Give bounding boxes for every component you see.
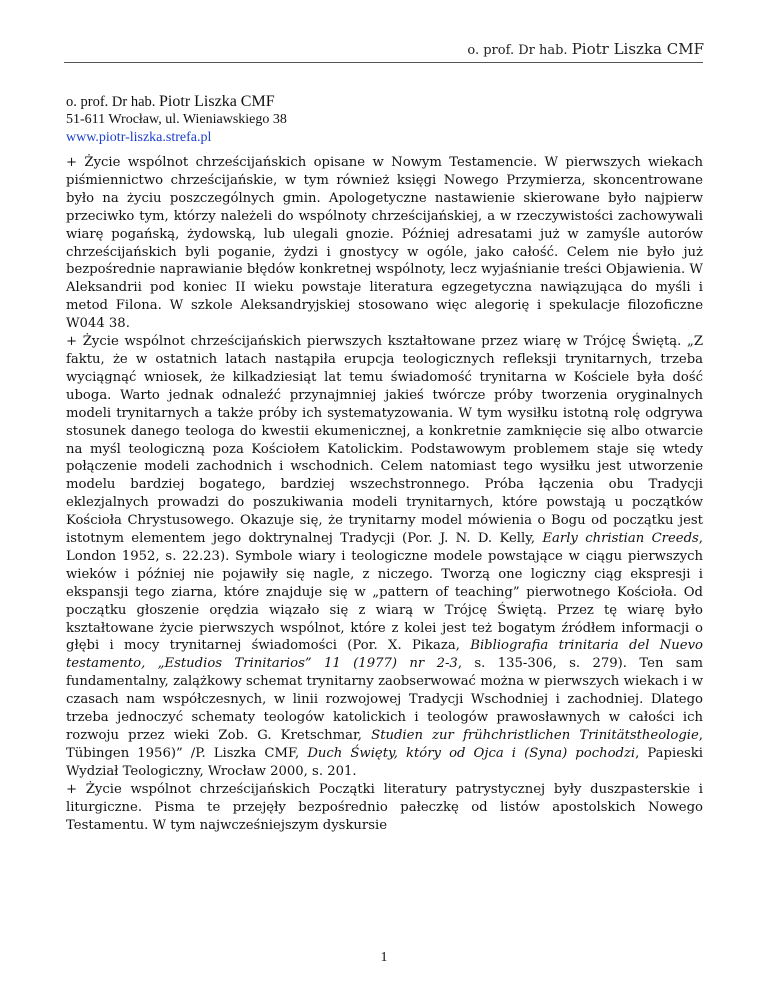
author-address: 51-611 Wrocław, ul. Wieniawskiego 38: [66, 112, 287, 127]
header-rule: [64, 62, 703, 63]
body-text: [66, 154, 703, 834]
text-run: , London 1952, s. 22.23). Symbole wiary i teologiczne modele powstające w ciągu pierwszych wieków i później nie pojawiły się nagle, z niczego. Tworzą one logiczny ciąg ekspresji i ekspansji tego ziarna, które znajduje się w „pattern of teaching” pierwotnego Kościoła. Od początku głoszenie orędzia wiązało się z wiarą w Trójcę Świętą. Przez tę wiarę było kształtowane życie pierwszych wspólnot, które z kolei jest też bogatym źródłem informacji o głębi i mocy trynitarnej świadomości (Por. X. Pikaza,: [66, 531, 703, 654]
author-block: [66, 93, 287, 147]
text-run: , Papieski Wydział Teologiczny, Wrocław 2000, s. 201.: [66, 745, 703, 779]
paragraph: + Życie wspólnot chrześcijańskich opisane w Nowym Testamencie. W pierwszych wiekach piśmiennictwo chrześcijańskie, w tym również księgi Nowego Przymierza, skoncentrowane było na życiu poszczególnych gmin. Apologetyczne nastawienie skierowane było najpierw przeciwko tym, którzy należeli do wspólnoty chrześcijańskiej, a w rzeczywistości zachowywali wiarę pogańską, żydowską, lub ulegali gnozie. Później adresatami już w zamyśle autorów chrześcijańskich byli poganie, żydzi i gnostycy w ogóle, jako całość. Celem nie było już bezpośrednie naprawianie błędów konkretnej wspólnoty, lecz wyjaśnianie treści Objawienia. W Aleksandrii pod koniec II wieku powstaje literatura egzegetyczna nawiązująca do myśli i metod Filona. W szkole Aleksandryjskiej stosowano więc alegorię i spekulacje filozoficzne W044 38.: [66, 155, 703, 332]
text-run: , s. 135-306, s. 279). Ten sam fundamentalny, zalążkowy schemat trynitarny zaobserwować można w pierwszych wiekach i w czasach nam współczesnych, w linii rozwojowej Tradycji Wschodniej i zachodniej. Dlatego trzeba jednoczyć schematy teologów katolickich i teologów prawosławnych w całości ich rozwoju przez wieki Zob. G. Kretschmar,: [66, 656, 703, 743]
citation-title: Studien zur frühchristlichen Trinitätstheologie: [371, 728, 699, 743]
text-run: + Życie wspólnot chrześcijańskich pierwszych kształtowane przez wiarę w Trójcę Świętą. „Z faktu, że w ostatnich latach nastąpiła erupcja teologicznych refleksji trynitarnych, trzeba wyciągnąć wniosek, że kilkadziesiąt lat temu świadomość trynitarna w Kościele była dość uboga. Warto jednak odnaleźć przynajmniej jakieś twórcze próby tworzenia oryginalnych modeli trynitarnych a także próby ich systematyzowania. W tym wysiłku istotną rolę odgrywa stosunek danego teologa do kwestii ekumenicznej, a konkretnie zamknięcie się albo otwarcie na myśl teologiczną poza Kościołem Katolickim. Podstawowym problemem staje się wtedy połączenie modeli zachodnich i wschodnich. Celem natomiast tego wysiłku jest utworzenie modelu bardziej bogatego, bardziej wszechstronnego. Próba łączenia obu Tradycji eklezjalnych prowadzi do poszukiwania modeli trynitarnych, które powstają u początków Kościoła Chrystusowego. Okazuje się, że trynitarny model mówienia o Bogu od początku jest istotnym elementem jego doktrynalnej Tradycji (Por. J. N. D. Kelly,: [66, 334, 703, 547]
author-name: [66, 93, 287, 111]
citation-title: Duch Święty, który od Ojca i (Syna) pochodzi: [307, 745, 636, 761]
page-number: 1: [380, 950, 388, 965]
author-name-main: Piotr Liszka CMF: [159, 93, 275, 110]
text-run: , Tübingen 1956)” /P. Liszka CMF,: [66, 728, 703, 761]
citation-title: Early christian Creeds: [542, 531, 699, 547]
running-header-prefix: o. prof. Dr hab.: [467, 43, 572, 58]
author-name-prefix: o. prof. Dr hab.: [66, 94, 160, 110]
citation-title: Bibliografia trinitaria del Nuevo testamento, „Estudios Trinitarios” 11 (1977) nr 2-3: [66, 638, 703, 672]
paragraph: + Życie wspólnot chrześcijańskich Początki literatury patrystycznej były duszpasterskie i liturgiczne. Pisma te przejęły bezpośrednio pałeczkę od listów apostolskich Nowego Testamentu. W tym najwcześniejszym dyskursie: [66, 781, 703, 833]
author-website-link[interactable]: www.piotr-liszka.strefa.pl: [66, 130, 212, 145]
paragraph: [66, 333, 703, 781]
running-header: [467, 40, 704, 58]
running-header-name: Piotr Liszka CMF: [571, 40, 704, 58]
